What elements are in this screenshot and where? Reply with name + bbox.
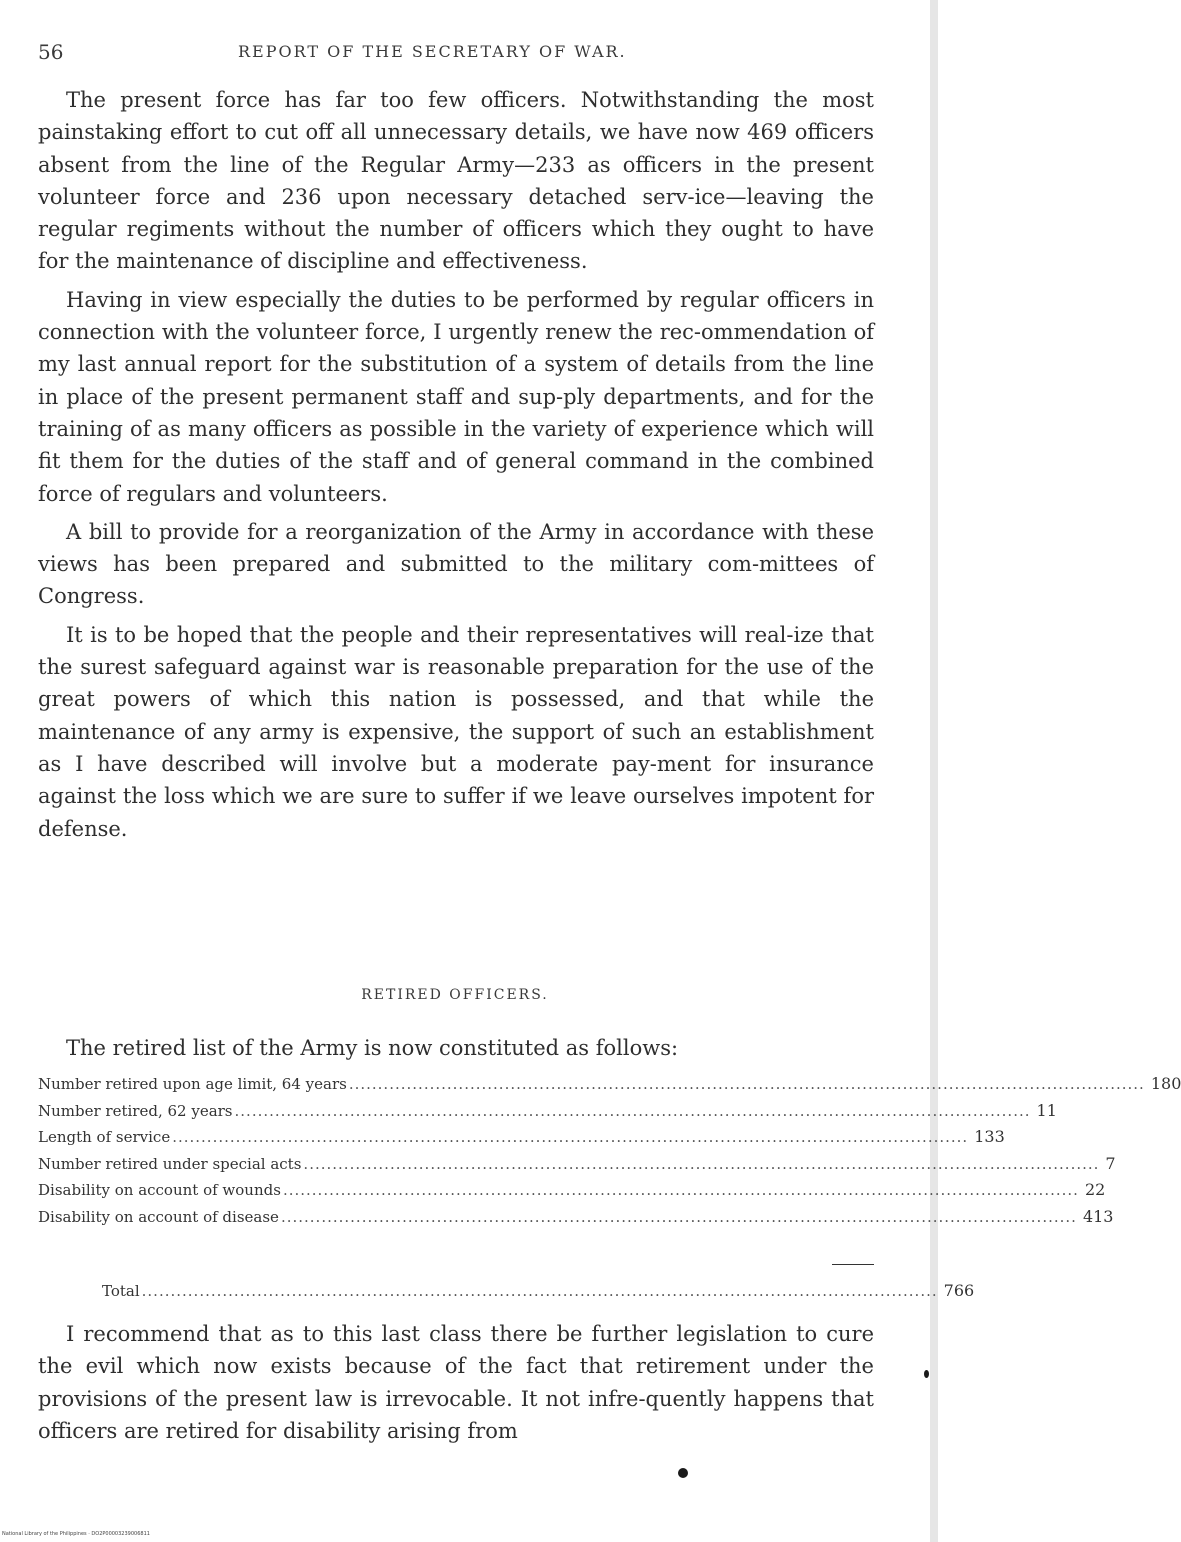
paragraph-preparation-hope: It is to be hoped that the people and their representatives will real-ize that the surest safeguard against war is reasonable preparation for the use of the great powers of which this nation is possessed, and that while the maintenance of any army is expensive, the support of such an establishment as I have described will involve but a moderate pay-ment for insurance against the loss which we are sure to suffer if we leave ourselves impotent for defense. (38, 622, 874, 841)
page-header (38, 40, 878, 70)
row-value: 133 (974, 1127, 1005, 1146)
table-row (38, 1153, 1116, 1181)
row-label: Length of service (38, 1128, 171, 1146)
ink-spot (678, 1468, 688, 1478)
row-value: 11 (1036, 1100, 1057, 1120)
closing-text (38, 1318, 874, 1447)
table-row (38, 1206, 1114, 1234)
total-value: 766 (943, 1281, 975, 1300)
leader-dots: .......................................................................................................................................... (141, 1282, 938, 1300)
section-heading: RETIRED OFFICERS. (361, 987, 549, 1003)
leader-dots: .......................................................................................................................................... (280, 1207, 1077, 1226)
paragraph-officers-shortage: The present force has far too few officers. Notwithstanding the most painstaking effort to cut off all unnecessary details, we have now 469 officers absent from the line of the Regular Army—233 as officers in the present volunteer force and 236 upon necessary detached serv-ice—leaving the regular regiments without the number of officers which they ought to have for the maintenance of discipline and effectiveness. (38, 88, 874, 274)
table-row (38, 1100, 1057, 1128)
ink-spot (924, 1370, 929, 1378)
leader-dots: .......................................................................................................................................... (172, 1128, 969, 1146)
paragraph-legislation-recommendation: I recommend that as to this last class there be further legislation to cure the evil which now exists because of the fact that retirement under the provisions of the present law is irrevocable. It not infre-quently happens that officers are retired for disability arising from (38, 1322, 874, 1443)
leader-dots: .......................................................................................................................................... (303, 1154, 1100, 1173)
total-row (38, 1281, 975, 1308)
row-label: Number retired under special acts (38, 1154, 302, 1173)
table-intro: The retired list of the Army is now constituted as follows: (66, 1036, 679, 1060)
table-row (38, 1074, 1181, 1101)
total-label: Total (102, 1282, 140, 1300)
row-label: Disability on account of disease (38, 1207, 279, 1226)
row-label: Number retired upon age limit, 64 years (38, 1075, 347, 1093)
table-row (38, 1180, 1106, 1207)
row-value: 180 (1150, 1074, 1181, 1093)
scan-credit: National Library of the Philippines · DO2P00003239006811 (2, 1531, 150, 1537)
page-number: 56 (38, 40, 64, 64)
row-value: 7 (1105, 1153, 1116, 1173)
retired-list-table (38, 1074, 1181, 1233)
leader-dots: .......................................................................................................................................... (234, 1101, 1031, 1120)
table-row-total (38, 1281, 975, 1308)
paragraph-reorganization-bill: A bill to provide for a reorganization of the Army in accordance with these views has been prepared and submitted to the military com-mittees of Congress. (38, 519, 874, 609)
row-label: Disability on account of wounds (38, 1181, 281, 1199)
leader-dots: .......................................................................................................................................... (282, 1181, 1079, 1199)
body-text (38, 84, 874, 851)
row-value: 413 (1082, 1206, 1114, 1226)
page-edge-shadow (930, 0, 938, 1542)
table-row (38, 1127, 1005, 1154)
running-head: REPORT OF THE SECRETARY OF WAR. (238, 42, 627, 61)
leader-dots: .......................................................................................................................................... (348, 1075, 1145, 1093)
row-label: Number retired, 62 years (38, 1101, 233, 1120)
total-rule (832, 1264, 874, 1265)
paragraph-details-recommendation: Having in view especially the duties to be performed by regular officers in connection with the volunteer force, I urgently renew the rec-ommendation of my last annual report for the substitution of a system of details from the line in place of the present permanent staff and sup-ply departments, and for the training of as many officers as possible in the variety of experience which will fit them for the duties of the staff and of general command in the combined force of regulars and volunteers. (38, 287, 874, 506)
row-value: 22 (1084, 1180, 1106, 1199)
